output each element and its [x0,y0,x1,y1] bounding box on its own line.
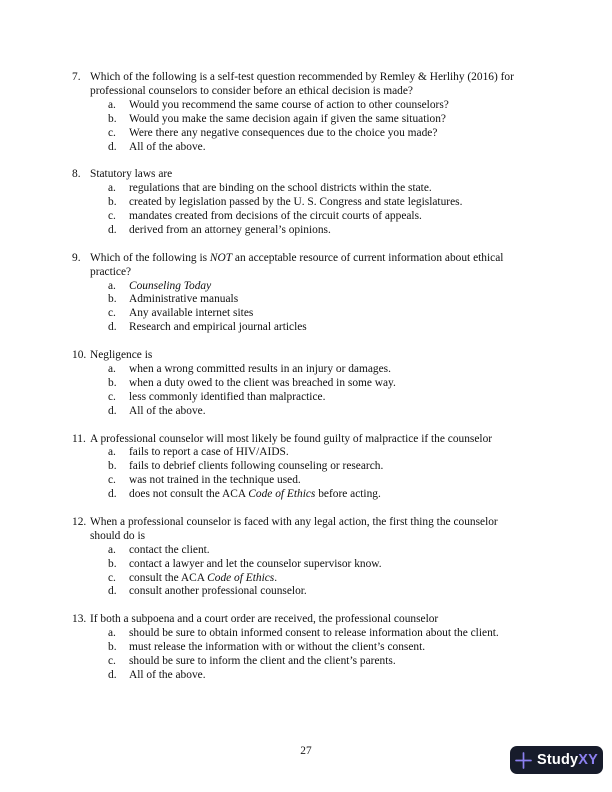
option-letter: b. [108,557,117,570]
text-segment: Any available internet sites [129,307,254,320]
answer-option-a [72,446,542,460]
answer-option-b [72,196,542,210]
text-segment: fails to debrief clients following counseling or research. [129,460,384,473]
option-letter: c. [108,126,116,139]
answer-option-d [72,585,542,599]
answer-option-c [72,474,542,488]
text-segment: should do is [90,529,146,542]
text-segment: Negligence is [90,349,153,362]
text-segment: All of the above. [129,140,206,153]
option-letter: a. [108,362,116,375]
text-segment: practice? [90,265,132,278]
question-number: 9. [72,251,81,264]
option-letter: c. [108,654,116,667]
question-12 [72,516,542,599]
text-segment: Would you recommend the same course of action to other counselors? [129,98,449,111]
answer-option-d [72,141,542,155]
studyxy-badge [510,746,603,774]
option-letter: b. [108,293,117,306]
text-segment: contact the client. [129,543,210,556]
text-segment: was not trained in the technique used. [129,474,301,487]
answer-option-c [72,655,542,669]
question-number: 11. [72,432,86,445]
question-11 [72,433,542,503]
text-segment: consult the ACA [129,571,208,584]
option-letter: b. [108,376,117,389]
text-segment: should be sure to obtain informed consent to release information about the client. [129,627,499,640]
text-segment: does not consult the ACA [129,488,249,501]
option-letter: a. [108,279,116,292]
answer-option-d [72,224,542,238]
question-text [72,71,542,99]
answer-option-a [72,363,542,377]
question-list [72,71,542,697]
page-number: 27 [300,745,312,757]
text-segment: professional counselors to consider before an ethical decision is made? [90,84,413,97]
text-segment: less commonly identified than malpractice. [129,390,326,403]
answer-option-d [72,488,542,502]
option-letter: c. [108,390,116,403]
answer-option-b [72,641,542,655]
answer-option-d [72,405,542,419]
answer-option-d [72,669,542,683]
text-segment: Would you make the same decision again if given the same situation? [129,112,446,125]
question-10 [72,349,542,419]
text-segment: . [274,571,278,584]
text-segment: when a wrong committed results in an injury or damages. [129,362,391,375]
question-number: 13. [72,613,87,626]
question-text [72,252,542,280]
question-number: 12. [72,515,87,528]
option-letter: a. [108,543,116,556]
brand-name-accent: XY [578,752,599,768]
option-letter: d. [108,223,117,236]
option-letter: d. [108,140,117,153]
brand-name [537,752,598,768]
option-letter: c. [108,307,116,320]
text-segment: an acceptable resource of current information about ethical [232,251,504,264]
answer-option-c [72,127,542,141]
question-8 [72,168,542,238]
answer-option-c [72,391,542,405]
answer-option-c [72,307,542,321]
text-segment: before acting. [315,488,381,501]
text-segment: contact a lawyer and let the counselor supervisor know. [129,557,382,570]
text-segment: regulations that are binding on the school districts within the state. [129,182,432,195]
option-letter: d. [108,321,117,334]
answer-option-d [72,321,542,335]
text-segment: Statutory laws are [90,168,173,181]
text-segment: Were there any negative consequences due to the choice you made? [129,126,438,139]
answer-option-a [72,544,542,558]
question-text [72,613,542,627]
text-segment: derived from an attorney general’s opinions. [129,223,331,236]
option-letter: d. [108,585,117,598]
question-9 [72,252,542,335]
text-segment: All of the above. [129,668,206,681]
question-number: 10. [72,349,87,362]
question-13 [72,613,542,683]
italic-text: NOT [209,251,233,264]
question-number: 7. [72,71,81,83]
question-text [72,433,542,447]
answer-option-b [72,460,542,474]
text-segment: Which of the following is [90,251,210,264]
answer-option-a [72,99,542,113]
plus-icon [515,752,532,769]
text-segment: All of the above. [129,404,206,417]
italic-text: Counseling Today [129,279,212,292]
question-7 [72,71,542,154]
text-segment: Research and empirical journal articles [129,321,307,334]
brand-name-primary: Study [536,752,579,768]
text-segment: when a duty owed to the client was breached in some way. [129,376,396,389]
option-letter: b. [108,641,117,654]
text-segment: When a professional counselor is faced with any legal action, the first thing the counselor [90,515,498,528]
text-segment: should be sure to inform the client and the client’s parents. [129,654,396,667]
option-letter: a. [108,446,116,459]
text-segment: Administrative manuals [129,293,239,306]
option-letter: b. [108,460,117,473]
text-segment: Which of the following is a self-test question recommended by Remley & Herlihy (2016) for [90,71,514,83]
text-segment: mandates created from decisions of the circuit courts of appeals. [129,210,422,223]
question-text [72,349,542,363]
text-segment: A professional counselor will most likely be found guilty of malpractice if the counselor [90,432,493,445]
question-text [72,168,542,182]
option-letter: b. [108,196,117,209]
answer-option-c [72,572,542,586]
text-segment: created by legislation passed by the U. S. Congress and state legislatures. [129,196,463,209]
text-segment: must release the information with or without the client’s consent. [129,641,426,654]
answer-option-c [72,210,542,224]
answer-option-b [72,293,542,307]
question-text [72,516,542,544]
option-letter: d. [108,668,117,681]
italic-text: Code of Ethics [248,488,316,501]
question-number: 8. [72,168,81,181]
answer-option-a [72,280,542,294]
answer-option-b [72,377,542,391]
option-letter: b. [108,112,117,125]
option-letter: a. [108,627,116,640]
option-letter: d. [108,488,117,501]
option-letter: d. [108,404,117,417]
answer-option-b [72,558,542,572]
option-letter: c. [108,210,116,223]
option-letter: a. [108,182,116,195]
answer-option-a [72,182,542,196]
option-letter: a. [108,98,116,111]
answer-option-a [72,627,542,641]
text-segment: If both a subpoena and a court order are received, the professional counselor [90,613,439,626]
answer-option-b [72,113,542,127]
option-letter: c. [108,571,116,584]
option-letter: c. [108,474,116,487]
text-segment: consult another professional counselor. [129,585,307,598]
text-segment: fails to report a case of HIV/AIDS. [129,446,289,459]
italic-text: Code of Ethics [207,571,275,584]
